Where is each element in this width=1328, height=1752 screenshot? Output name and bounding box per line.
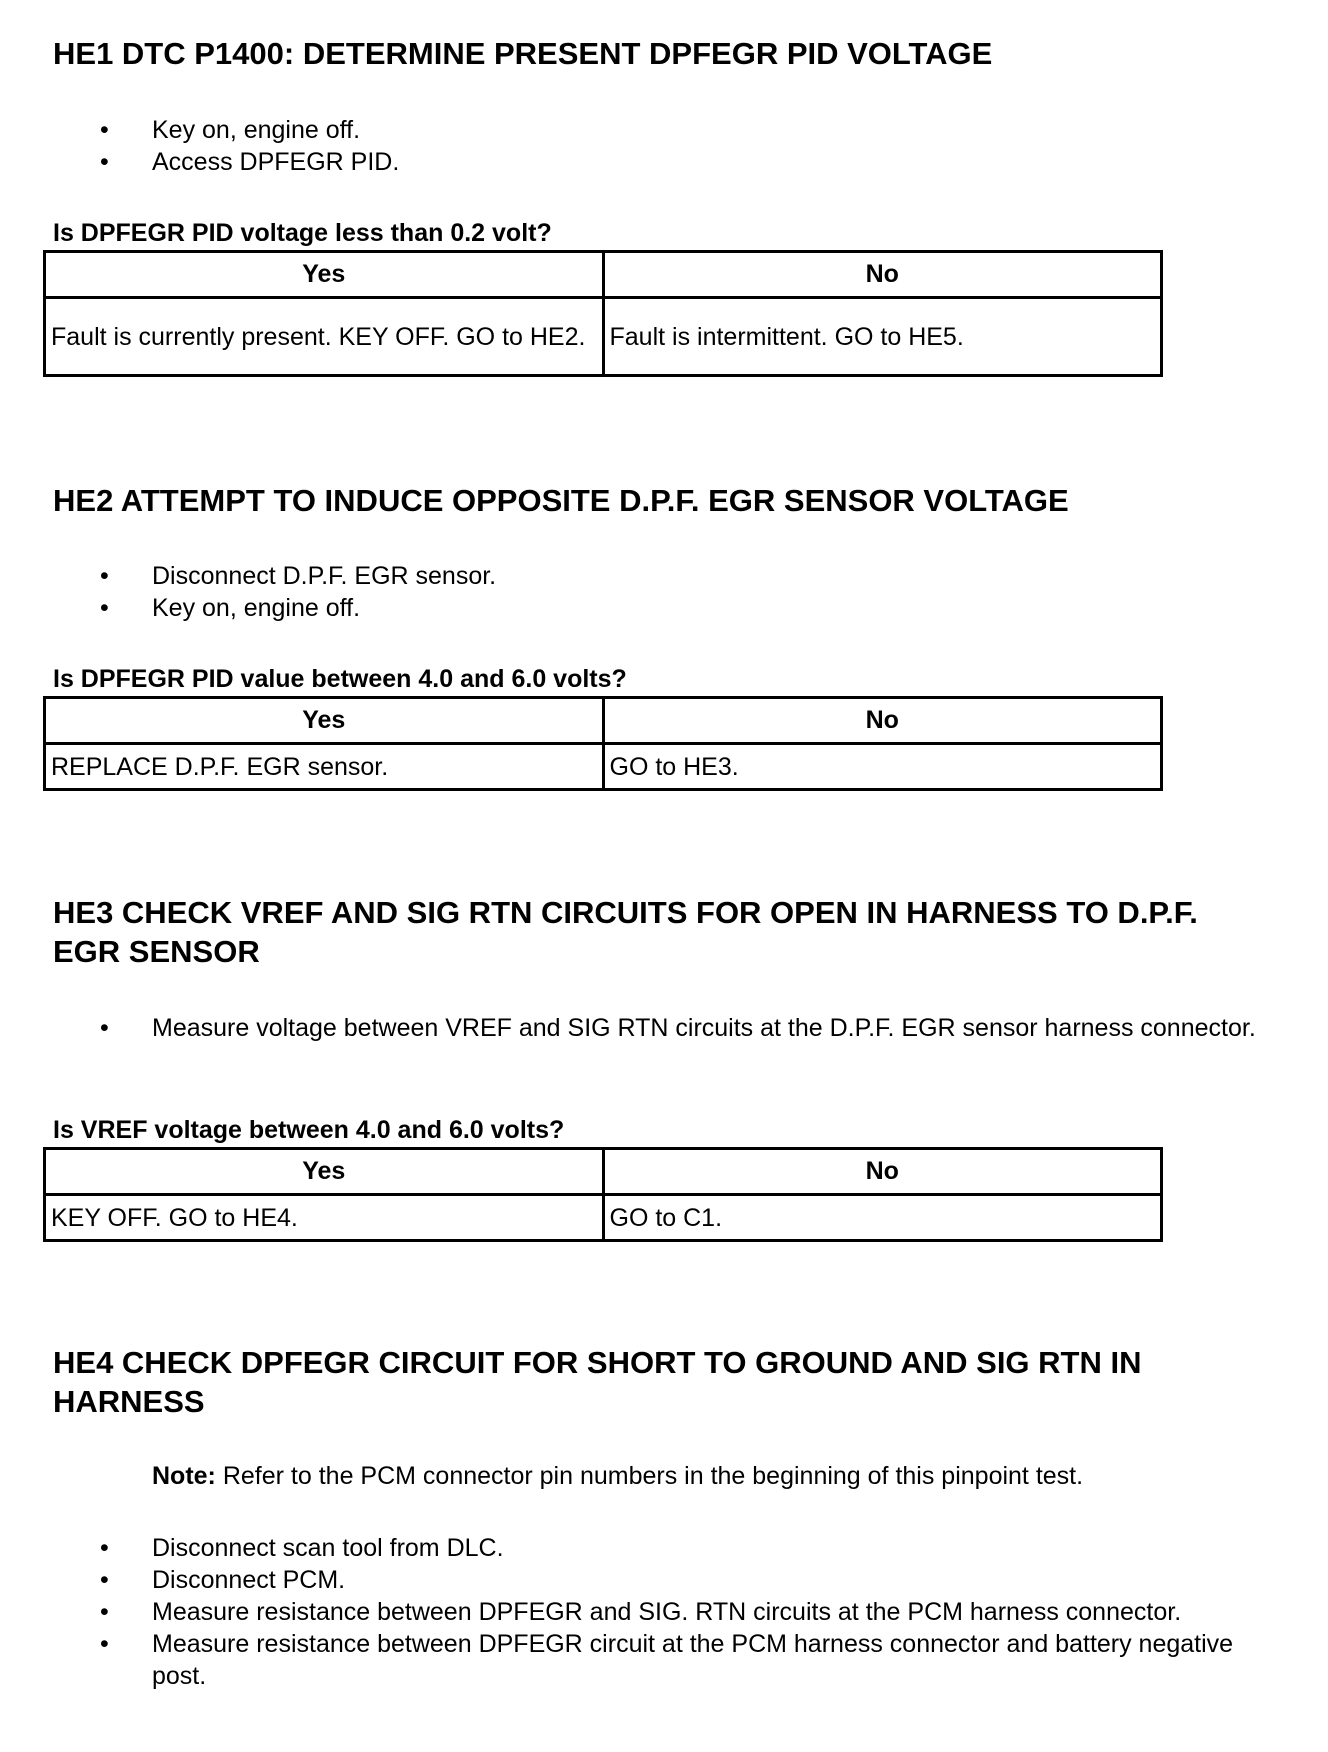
yes-no-table-he1 (43, 250, 1163, 377)
yes-cell: Fault is currently present. KEY OFF. GO to HE2. (45, 298, 604, 376)
no-header: No (603, 698, 1162, 744)
section-heading-he3: HE3 CHECK VREF AND SIG RTN CIRCUITS FOR OPEN IN HARNESS TO D.P.F. EGR SENSOR (53, 895, 1198, 969)
no-cell: GO to HE3. (603, 744, 1162, 790)
note-text: Refer to the PCM connector pin numbers in the beginning of this pinpoint test. (222, 1462, 1084, 1490)
bullet-list-he1 (100, 114, 1280, 178)
yes-header: Yes (45, 698, 604, 744)
section-heading-he2: HE2 ATTEMPT TO INDUCE OPPOSITE D.P.F. EGR SENSOR VOLTAGE (53, 483, 1069, 518)
list-item: • Disconnect scan tool from DLC. (100, 1532, 1280, 1564)
list-item: • Access DPFEGR PID. (100, 146, 1280, 178)
yes-no-table-he2 (43, 696, 1163, 791)
question-he2: Is DPFEGR PID value between 4.0 and 6.0 volts? (53, 665, 627, 693)
list-item: • Key on, engine off. (100, 592, 1280, 624)
no-cell: Fault is intermittent. GO to HE5. (603, 298, 1162, 376)
yes-cell: REPLACE D.P.F. EGR sensor. (45, 744, 604, 790)
no-cell: GO to C1. (603, 1195, 1162, 1241)
no-header: No (603, 252, 1162, 298)
section-heading-he4: HE4 CHECK DPFEGR CIRCUIT FOR SHORT TO GROUND AND SIG RTN IN HARNESS (53, 1345, 1142, 1419)
section-heading-he1: HE1 DTC P1400: DETERMINE PRESENT DPFEGR PID VOLTAGE (53, 36, 993, 71)
list-item: • Disconnect D.P.F. EGR sensor. (100, 560, 1280, 592)
question-he3: Is VREF voltage between 4.0 and 6.0 volts? (53, 1116, 565, 1144)
list-item: • Measure resistance between DPFEGR circuit at the PCM harness connector and battery negative post. (100, 1628, 1280, 1692)
no-header: No (603, 1149, 1162, 1195)
bullet-list-he2 (100, 560, 1280, 624)
list-item: • Measure voltage between VREF and SIG RTN circuits at the D.P.F. EGR sensor harness connector. (100, 1012, 1280, 1044)
yes-cell: KEY OFF. GO to HE4. (45, 1195, 604, 1241)
yes-header: Yes (45, 252, 604, 298)
list-item: • Measure resistance between DPFEGR and SIG. RTN circuits at the PCM harness connector. (100, 1596, 1280, 1628)
note-label: Note: (152, 1462, 216, 1490)
list-item: • Key on, engine off. (100, 114, 1280, 146)
list-item: • Disconnect PCM. (100, 1564, 1280, 1596)
bullet-list-he3 (100, 1012, 1280, 1044)
bullet-list-he4 (100, 1532, 1280, 1692)
yes-header: Yes (45, 1149, 604, 1195)
note (152, 1460, 1272, 1492)
question-he1: Is DPFEGR PID voltage less than 0.2 volt? (53, 219, 552, 247)
yes-no-table-he3 (43, 1147, 1163, 1242)
